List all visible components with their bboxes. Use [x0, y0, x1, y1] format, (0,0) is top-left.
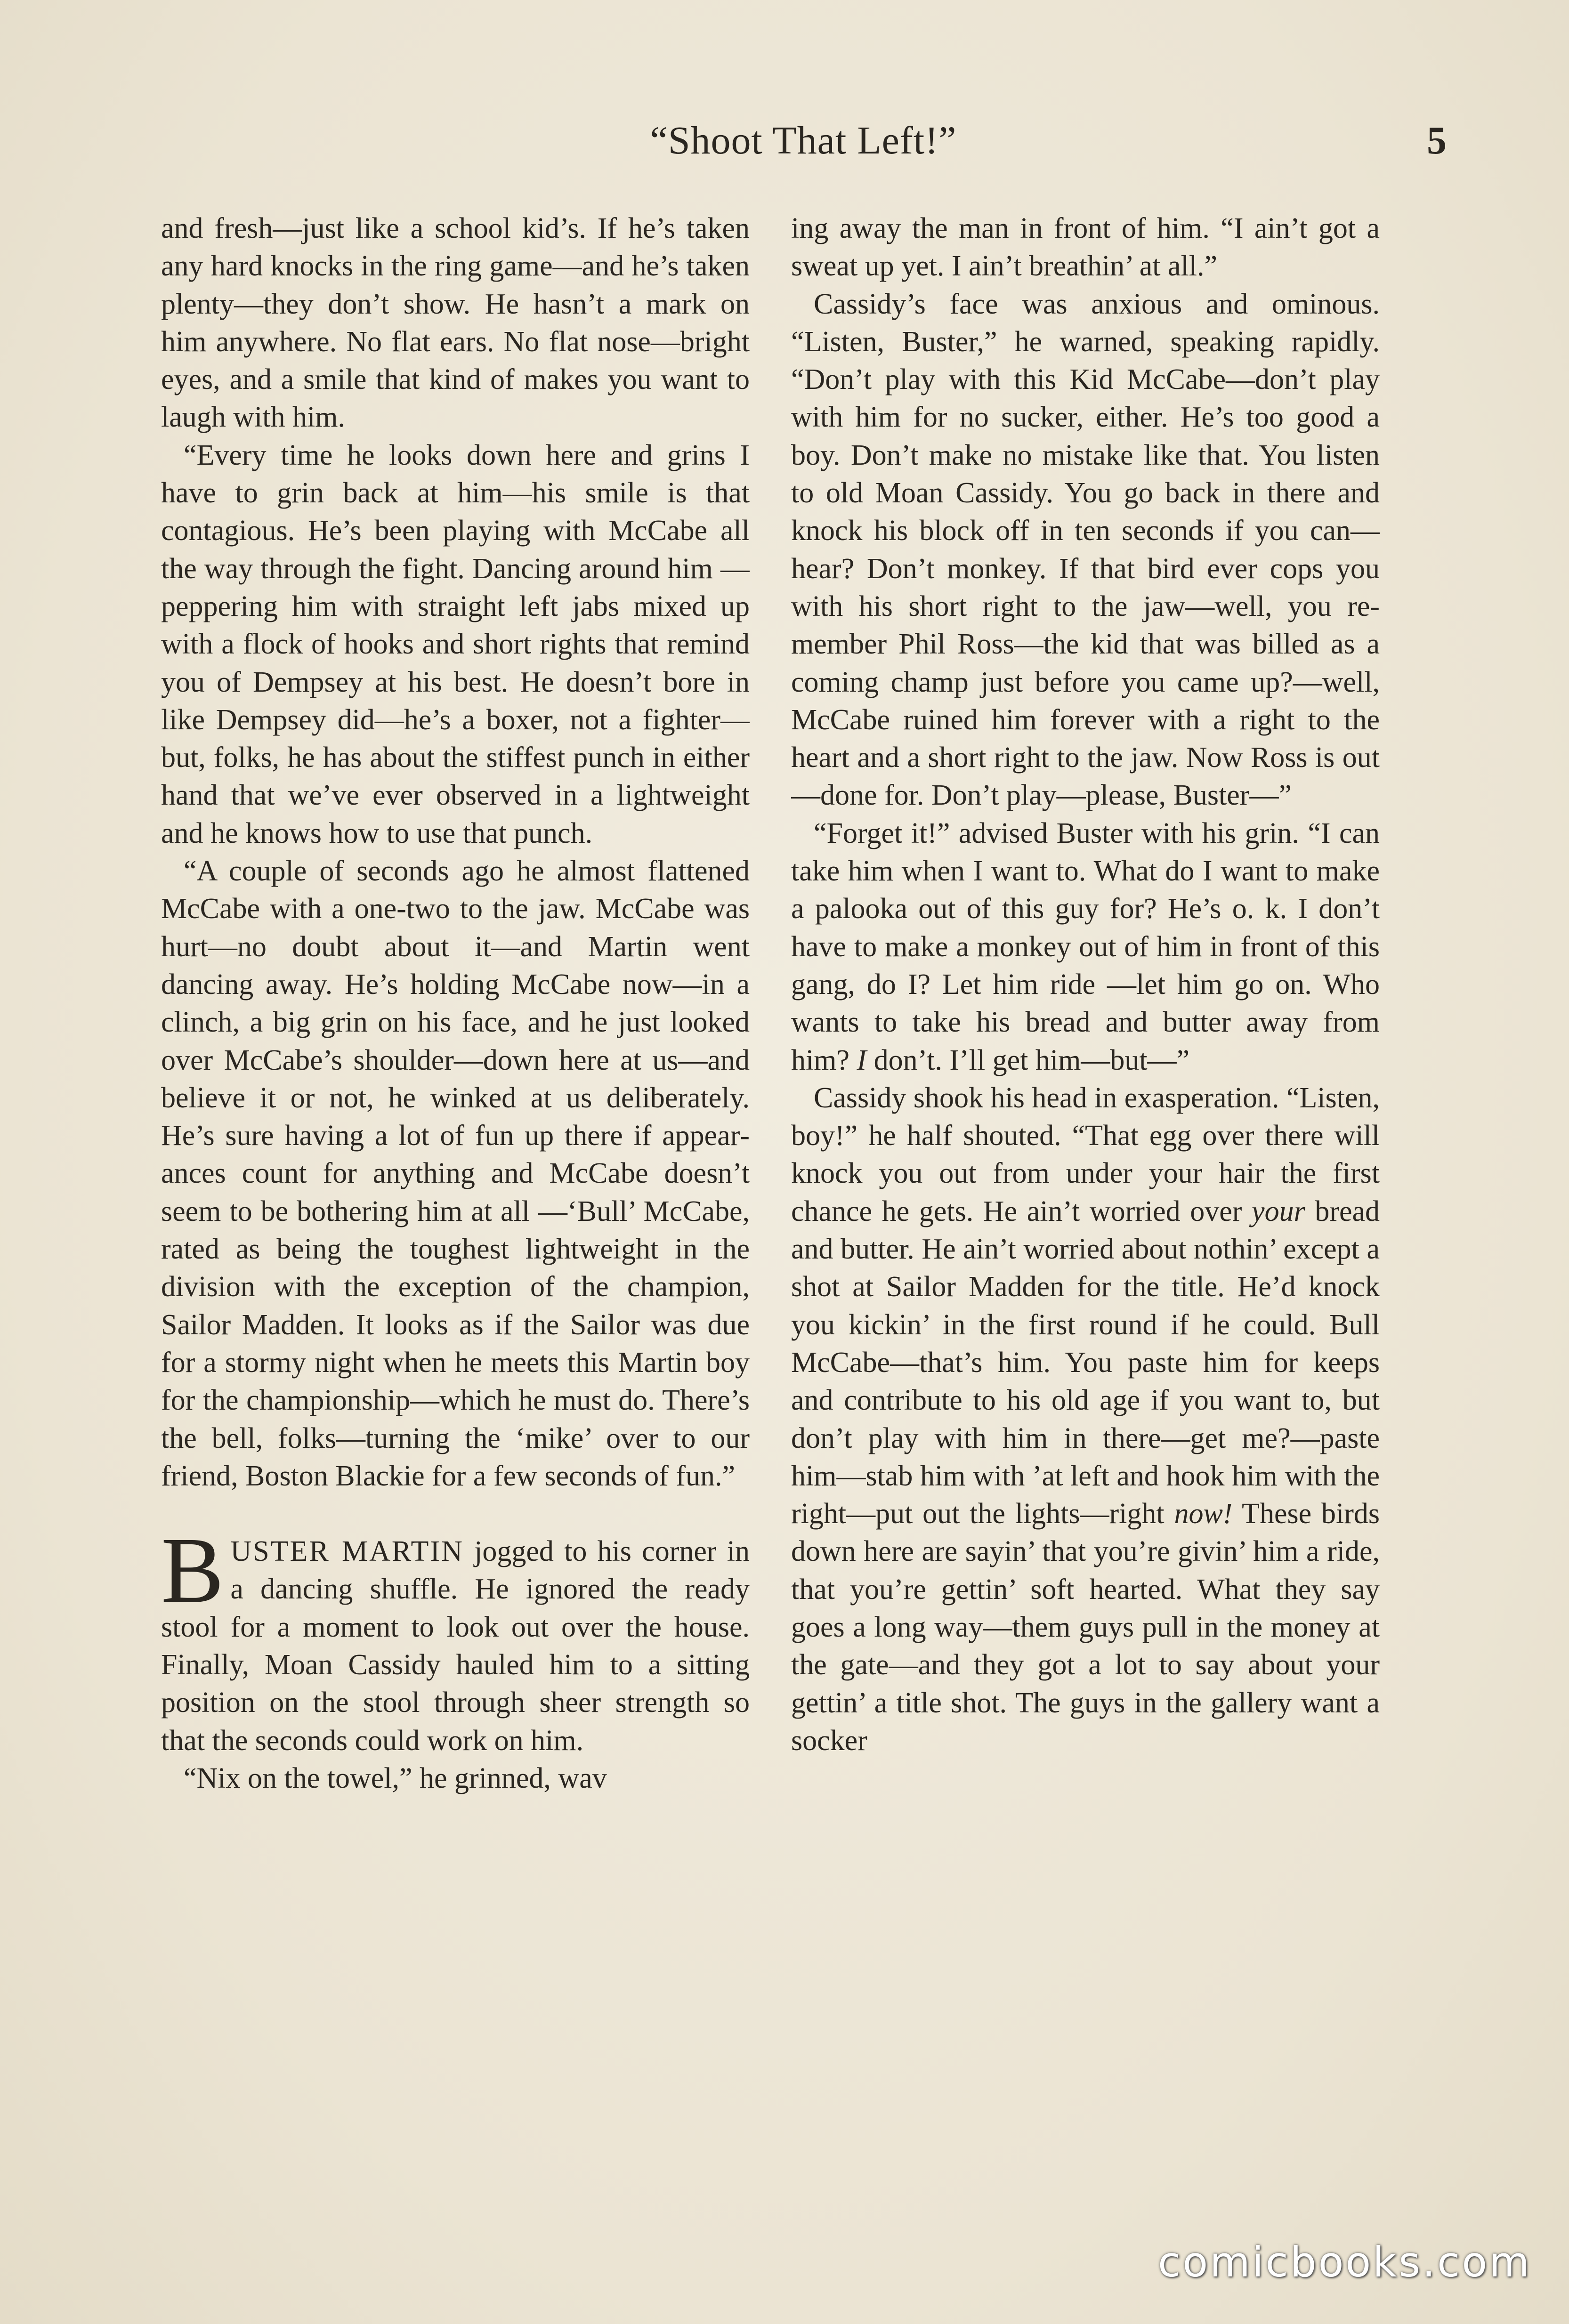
drop-cap: B	[161, 1518, 224, 1623]
paragraph: “Every time he looks down here and grins I have to grin back at him—his smile is that contagious. He’s been playing with McCabe all the way through the fight. Dancing around him —peppering him with straight left jabs mixed up with a flock of hooks and short rights that remind you of Dempsey at his best. He doesn’t bore in like Dempsey did—he’s a boxer, not a fighter—but, folks, he has about the stiffest punch in either hand that we’ve ever observed in a lightweight and he knows how to use that punch.	[161, 439, 750, 849]
italic-text: your	[1252, 1195, 1305, 1227]
paragraph: Cassidy’s face was anxious and ominous. “Listen, Buster,” he warned, speaking rapidly. “Don’t play with this Kid McCabe—don’t play with him for no sucker, either. He’s too good a boy. Don’t make no mistake like that. You listen to old Moan Cassidy. You go back in there and knock his block off in ten seconds if you can—hear? Don’t monkey. If that bird ever cops you with his short right to the jaw—well, you remember Phil Ross—the kid that was billed as a coming champ just before you came up?—well, McCabe ruined him forever with a right to the heart and a short right to the jaw. Now Ross is out—done for. Don’t play—please, Buster—”	[791, 288, 1380, 812]
page-header	[160, 118, 1447, 174]
italic-text: now!	[1174, 1498, 1233, 1530]
paragraph	[791, 815, 1380, 1079]
right-column	[791, 210, 1380, 2187]
paragraph-text: Cassidy shook his head in exasperation. “Listen, boy!” he half shouted. “That egg over there will knock you out from under your hair the first chance he gets. He ain’t worried over	[791, 1081, 1380, 1227]
italic-text: I	[857, 1044, 867, 1076]
story-title: “Shoot That Left!”	[650, 119, 957, 162]
paragraph-text: “Forget it!” advised Buster with his grin. “I can take him when I want to. What do I want to make a palooka out of this guy for? He’s o. k. I don’t have to make a monkey out of him in front of this gang, do I? Let him ride —let him go on. Who wants to take his bread and butter away from him?	[791, 817, 1380, 1076]
paragraph-text: jogged to his corner in a dancing shuffle. He ignored the ready stool for a moment to look out over the house. Finally, Moan Cassidy hauled him to a sitting position on the stool through sheer strength so that the seconds could work on him.	[161, 1535, 750, 1757]
paragraph: ing away the man in front of him. “I ain’t got a sweat up yet. I ain’t breathin’ at all.”	[791, 212, 1380, 282]
paragraph-text: These birds down here are sayin’ that you’re givin’ him a ride, that you’re gettin’ soft hearted. What they say goes a long way—them guys pull in the money at the gate—and they got a lot to say about your gettin’ a title shot. The guys in the gallery want a socker	[791, 1498, 1380, 1757]
page-number: 5	[1427, 119, 1447, 162]
site-watermark: comicbooks.com	[1157, 2238, 1531, 2286]
paragraph	[791, 1079, 1380, 1759]
paragraph-text: don’t. I’ll get him—but—”	[866, 1044, 1190, 1076]
section-opening-paragraph	[161, 1518, 750, 1759]
paragraph: and fresh—just like a school kid’s. If he’s taken any hard knocks in the ring game—and he’s taken plenty—they don’t show. He hasn’t a mark on him anywhere. No flat ears. No flat nose—bright eyes, and a smile that kind of makes you want to laugh with him.	[161, 212, 750, 434]
small-caps-lead: USTER MARTIN	[230, 1535, 464, 1568]
left-column	[161, 210, 750, 2187]
paragraph: “Nix on the towel,” he grinned, wav	[184, 1762, 607, 1794]
paragraph-text: bread and butter. He ain’t worried about nothin’ except a shot at Sailor Madden for the title. He’d knock you kickin’ in the first round if he could. Bull McCabe—that’s him. You paste him for keeps and contribute to his old age if you want to, but don’t play with him in there—get me?—paste him—stab him with ’at left and hook him with the right—put out the lights—right	[791, 1195, 1380, 1530]
paragraph: “A couple of seconds ago he almost flattened McCabe with a one-two to the jaw. McCabe was hurt—no doubt about it—and Martin went dancing away. He’s holding McCabe now—in a clinch, a big grin on his face, and he just looked over McCabe’s shoulder—down here at us—and believe it or not, he winked at us deliberately. He’s sure having a lot of fun up there if appearances count for anything and McCabe doesn’t seem to be bothering him at all —‘Bull’ McCabe, rated as being the toughest lightweight in the division with the exception of the champion, Sailor Madden. It looks as if the Sailor was due for a stormy night when he meets this Martin boy for the championship—which he must do. There’s the bell, folks—turning the ‘mike’ over to our friend, Boston Blackie for a few seconds of fun.”	[161, 855, 750, 1492]
